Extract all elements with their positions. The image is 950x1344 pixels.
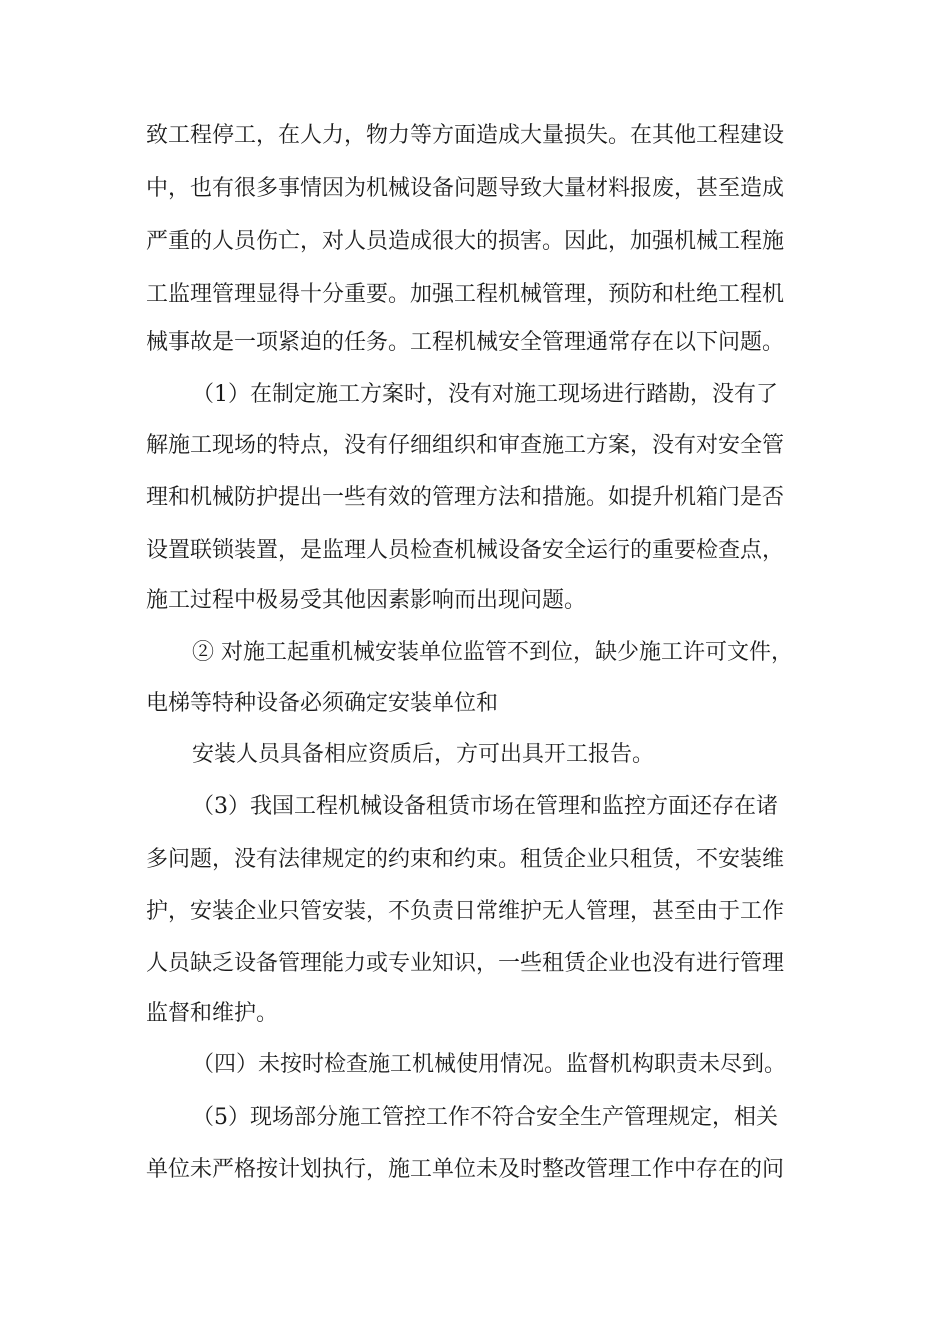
text-line: 监督和维护。 (146, 1001, 279, 1026)
text-line: （5）现场部分施工管控工作不符合安全生产管理规定，相关 (192, 1105, 778, 1130)
text-line: ② 对施工起重机械安装单位监管不到位，缺少施工许可文件， (192, 640, 793, 665)
text-line: 工监理管理显得十分重要。加强工程机械管理，预防和杜绝工程机 (146, 282, 785, 307)
text-line: 单位未严格按计划执行，施工单位未及时整改管理工作中存在的问 (146, 1157, 785, 1182)
text-line: 护，安装企业只管安装，不负责日常维护无人管理，甚至由于工作 (146, 899, 785, 924)
text-line: 中，也有很多事情因为机械设备问题导致大量材料报废，甚至造成 (146, 176, 785, 201)
text-line: 设置联锁装置，是监理人员检查机械设备安全运行的重要检查点， (146, 538, 785, 563)
text-line: 施工过程中极易受其他因素影响而出现问题。 (146, 588, 587, 613)
text-line: 严重的人员伤亡，对人员造成很大的损害。因此，加强机械工程施 (146, 229, 785, 254)
text-line: （3）我国工程机械设备租赁市场在管理和监控方面还存在诸 (192, 794, 778, 819)
text-line: 致工程停工，在人力，物力等方面造成大量损失。在其他工程建设 (146, 123, 785, 148)
text-line: 理和机械防护提出一些有效的管理方法和措施。如提升机箱门是否 (146, 485, 785, 510)
text-line: 安装人员具备相应资质后，方可出具开工报告。 (192, 742, 655, 767)
text-line: 解施工现场的特点，没有仔细组织和审查施工方案，没有对安全管 (146, 433, 785, 458)
text-line: （四）未按时检查施工机械使用情况。监督机构职责未尽到。 (192, 1052, 787, 1077)
text-line: （1）在制定施工方案时，没有对施工现场进行踏勘，没有了 (192, 382, 778, 407)
text-line: 人员缺乏设备管理能力或专业知识，一些租赁企业也没有进行管理 (146, 951, 785, 976)
text-line: 多问题，没有法律规定的约束和约束。租赁企业只租赁，不安装维 (146, 847, 785, 872)
text-line: 械事故是一项紧迫的任务。工程机械安全管理通常存在以下问题。 (146, 330, 785, 355)
text-line: 电梯等特种设备必须确定安装单位和 (146, 691, 499, 716)
